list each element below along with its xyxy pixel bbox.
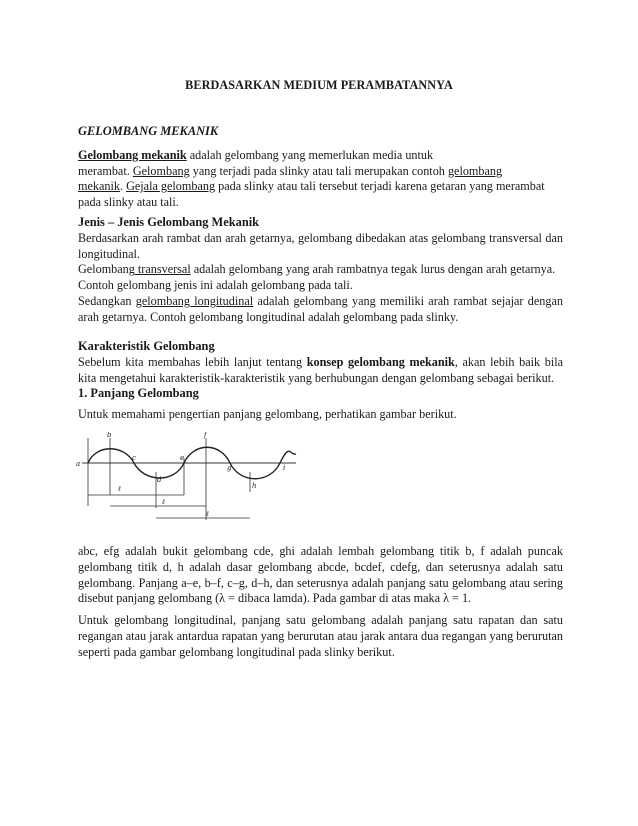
text: adalah gelombang yang arah rambatnya tegak lurus dengan arah getarnya. (190, 262, 556, 277)
text: yang terjadi pada slinky atau tali merupakan contoh (189, 163, 448, 178)
text: merambat. (78, 163, 133, 178)
text: adalah gelombang yang memerlukan media untuk (186, 147, 434, 162)
point-label-c: c (132, 454, 136, 462)
text: pada slinky atau tali tersebut terjadi karena getaran yang merambat (215, 179, 545, 194)
paragraph: abc, efg adalah bukit gelombang cde, ghi adalah lembah gelombang titik b, f adalah puncak gelombang titik d, h adalah dasar gelombang abcde, bcdef, cdefg, dan seterusnya adalah satu gelombang. Panjang a–e, b–f, c–g, d–h, dan seterusnya adalah panjang satu gelombang atau sering disebut panjang gelombang (λ = dibaca lamda). Pada gambar di atas maka λ = 1. (78, 544, 563, 606)
section-heading: Karakteristik Gelombang (78, 339, 215, 353)
section-heading: GELOMBANG MEKANIK (78, 124, 219, 138)
text: Sebelum kita membahas lebih lanjut tentang (78, 354, 307, 369)
underlined-term: Gelombang (132, 163, 190, 178)
text: adalah gelombang yang memiliki arah rambat sejajar dengan arah getarnya. Contoh gelombang longitudinal adalah gelombang pada slinky. (78, 293, 563, 324)
figure-background (74, 432, 300, 532)
text: Sedangkan (78, 293, 136, 308)
section-jenis-gelombang (78, 215, 563, 326)
text: Gelombang (78, 262, 135, 277)
bold-term: konsep gelombang mekanik (306, 354, 455, 369)
section-karakteristik (78, 339, 563, 423)
underlined-term: mekanik (78, 179, 120, 194)
point-label-i: i (283, 464, 286, 472)
point-label-f: f (204, 432, 207, 439)
point-label-g: g (227, 464, 232, 472)
lambda-label-2: ℓ (162, 498, 165, 506)
section-gelombang-mekanik (78, 124, 563, 211)
point-label-a: a (76, 460, 81, 468)
paragraph: Untuk memahami pengertian panjang gelombang, perhatikan gambar berikut. (78, 407, 457, 422)
page-title: BERDASARKAN MEDIUM PERAMBATANNYA (185, 78, 453, 92)
point-label-e: e (180, 454, 185, 462)
underlined-term: transversal (134, 262, 191, 277)
paragraph (78, 355, 563, 387)
paragraph (78, 148, 563, 211)
paragraph (78, 262, 563, 278)
text: . (119, 179, 127, 194)
subsection-heading: 1. Panjang Gelombang (78, 386, 199, 401)
text: pada slinky atau tali. (78, 195, 179, 210)
lambda-label-1: ℓ (118, 485, 121, 493)
lambda-label-3: ℓ (206, 510, 209, 518)
paragraph: Berdasarkan arah rambat dan arah getarnya, gelombang dibedakan atas gelombang transversal dan longitudinal. (78, 230, 563, 261)
point-label-d: d (157, 476, 162, 484)
paragraph: Untuk gelombang longitudinal, panjang satu gelombang adalah panjang satu rapatan dan satu regangan atau jarak antardua rapatan yang berurutan atau jarak antara dua regangan yang berurutan seperti pada gambar gelombang longitudinal pada slinky berikut. (78, 613, 563, 659)
point-label-b: b (107, 432, 112, 439)
paragraph (78, 294, 563, 326)
underlined-term: gelombang longitudinal (135, 293, 254, 308)
section-penjelasan (78, 544, 563, 661)
underlined-term: gelombang (447, 163, 503, 178)
wave-figure (74, 432, 300, 532)
underlined-term: Gejala gelombang (126, 179, 216, 194)
section-heading: Jenis – Jenis Gelombang Mekanik (78, 215, 260, 229)
underlined-term: Gelombang mekanik (78, 147, 187, 162)
paragraph: Contoh gelombang jenis ini adalah gelombang pada tali. (78, 278, 353, 293)
point-label-h: h (252, 482, 257, 490)
text: , akan lebih baik bila kita mengetahui karakteristik-karakteristik yang berhubungan dengan gelombang sebagai berikut. (78, 354, 563, 385)
